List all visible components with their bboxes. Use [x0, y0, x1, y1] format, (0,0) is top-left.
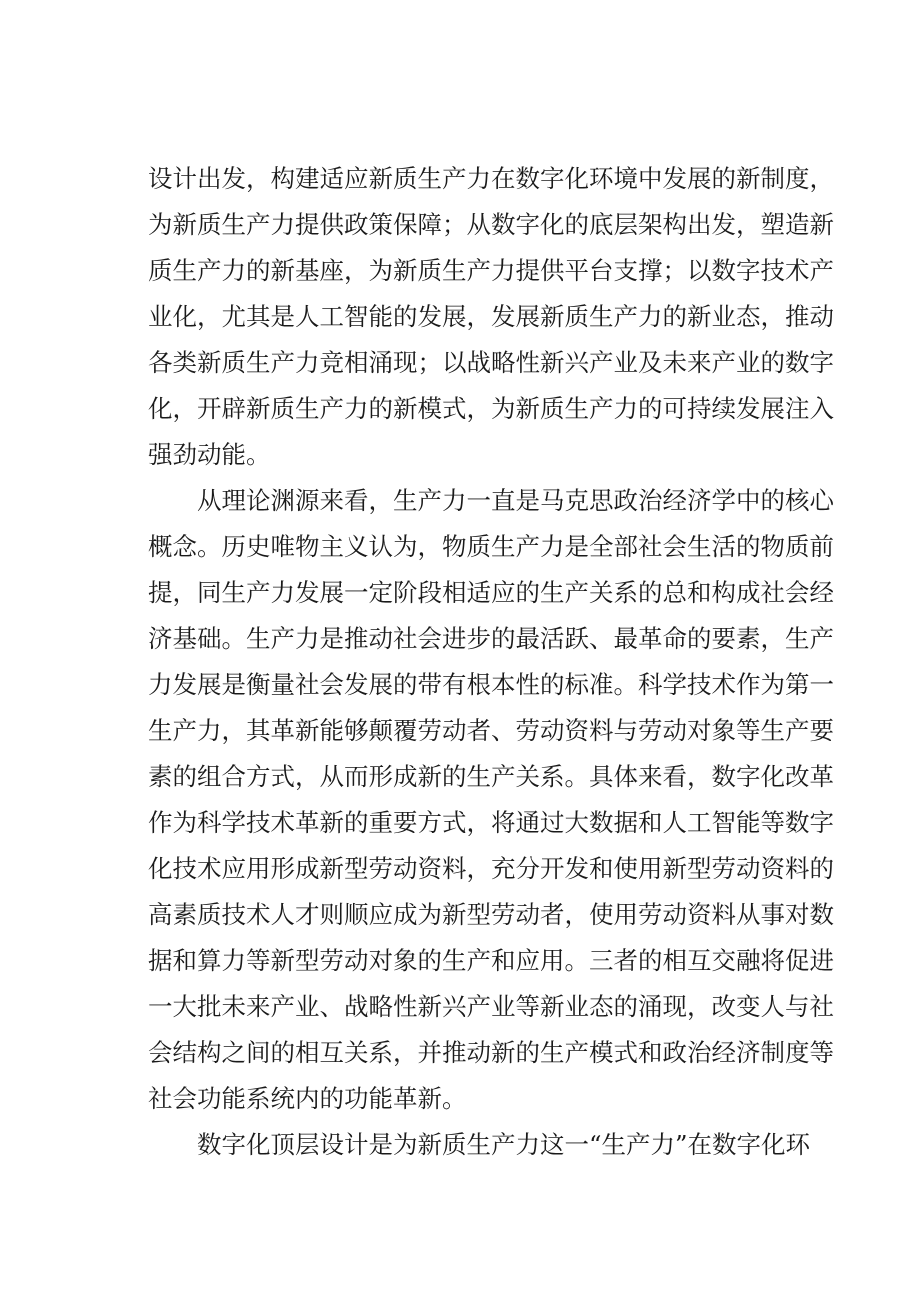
text-line: 高素质技术人才则顺应成为新型劳动者，使用劳动资料从事对数 [148, 900, 834, 929]
text-line: 设计出发，构建适应新质生产力在数字化环境中发展的新制度， [148, 164, 834, 193]
text-line: 质生产力的新基座，为新质生产力提供平台支撑；以数字技术产 [148, 256, 834, 285]
text-line: 为新质生产力提供政策保障；从数字化的底层架构出发，塑造新 [148, 210, 834, 239]
text-line: 从理论渊源来看，生产力一直是马克思政治经济学中的核心 [197, 486, 834, 515]
text-line: 生产力，其革新能够颠覆劳动者、劳动资料与劳动对象等生产要 [148, 716, 834, 745]
text-line: 会结构之间的相互关系，并推动新的生产模式和政治经济制度等 [148, 1038, 834, 1067]
text-line: 强劲动能。 [148, 440, 271, 469]
text-line: 社会功能系统内的功能革新。 [148, 1084, 467, 1113]
text-line: 概念。历史唯物主义认为，物质生产力是全部社会生活的物质前 [148, 532, 834, 561]
text-line: 作为科学技术革新的重要方式，将通过大数据和人工智能等数字 [148, 808, 834, 837]
paragraph-3 [148, 1122, 811, 1168]
text-line: 化，开辟新质生产力的新模式，为新质生产力的可持续发展注入 [148, 394, 834, 423]
document-body [148, 156, 834, 1168]
text-line: 一大批未来产业、战略性新兴产业等新业态的涌现，改变人与社 [148, 992, 834, 1021]
paragraph-1 [148, 156, 834, 478]
text-line: 济基础。生产力是推动社会进步的最活跃、最革命的要素，生产 [148, 624, 834, 653]
text-line: 提，同生产力发展一定阶段相适应的生产关系的总和构成社会经 [148, 578, 834, 607]
paragraph-2 [148, 478, 834, 1122]
text-line: 力发展是衡量社会发展的带有根本性的标准。科学技术作为第一 [148, 670, 834, 699]
text-line: 业化，尤其是人工智能的发展，发展新质生产力的新业态，推动 [148, 302, 834, 331]
text-line: 素的组合方式，从而形成新的生产关系。具体来看，数字化改革 [148, 762, 834, 791]
text-line: 据和算力等新型劳动对象的生产和应用。三者的相互交融将促进 [148, 946, 834, 975]
text-line: 化技术应用形成新型劳动资料，充分开发和使用新型劳动资料的 [148, 854, 834, 883]
text-line: 各类新质生产力竞相涌现；以战略性新兴产业及未来产业的数字 [148, 348, 834, 377]
text-line: 数字化顶层设计是为新质生产力这一“生产力”在数字化环 [197, 1130, 811, 1159]
